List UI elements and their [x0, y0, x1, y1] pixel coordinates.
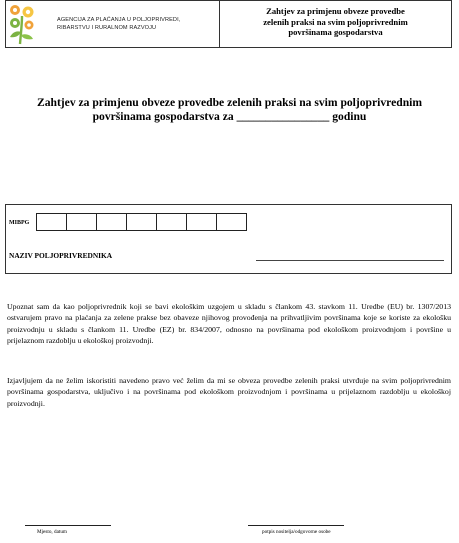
- header-title-line-2: zelenih praksi na svim poljoprivrednim: [263, 16, 408, 27]
- mibpg-cell-4[interactable]: [126, 213, 157, 231]
- naziv-label: NAZIV POLJOPRIVREDNIKA: [9, 251, 113, 260]
- main-title-line-2[interactable]: površinama gospodarstva za ________________ godinu: [92, 110, 367, 123]
- place-date-label: Mjesto, datum: [37, 529, 67, 535]
- main-title: [0, 96, 459, 124]
- mibpg-input-cells: [36, 213, 246, 231]
- naziv-input-line[interactable]: [256, 260, 444, 261]
- mibpg-cell-7[interactable]: [216, 213, 247, 231]
- main-title-line-1: Zahtjev za primjenu obveze provedbe zelenih praksi na svim poljoprivrednim: [36, 96, 423, 109]
- paragraph-1: Upoznat sam da kao poljoprivrednik koji se bavi ekološkim uzgojem u skladu s člankom 43. stavkom 11. Uredbe (EU) br. 1307/2013 ostvarujem pravo na plaćanja za zelene prakse bez obaveze njihovog provođenja na prihvatljivim površinama koje se koriste za ekološku proizvodnju u skladu s člankom 11. Uredbe (EZ) br. 834/2007, odnosno na površinama pod ekološkom proizvodnjom i površine u prijelaznom razdoblju u ekološkoj proizvodnji.: [7, 302, 451, 345]
- agency-name-line-2: RIBARSTVU I RURALNOM RAZVOJU: [57, 25, 157, 31]
- mibpg-cell-6[interactable]: [186, 213, 217, 231]
- agency-name-line-1: AGENCIJA ZA PLAĆANJA U POLJOPRIVREDI,: [57, 17, 181, 23]
- header-divider: [219, 0, 220, 47]
- signature-line[interactable]: [248, 525, 344, 526]
- header-title-line-1: Zahtjev za primjenu obveze provedbe: [266, 6, 405, 16]
- mibpg-cell-5[interactable]: [156, 213, 187, 231]
- place-date-line[interactable]: [25, 525, 111, 526]
- header-title-line-3: površinama gospodarstva: [288, 27, 383, 37]
- header-title: [221, 6, 450, 38]
- paragraph-2: Izjavljujem da ne želim iskoristiti navedeno pravo već želim da mi se obveza provedbe zelenih praksi utvrđuje na svim poljoprivrednim površinama gospodarstva, uključivo i na površinama pod ekološkom proizvodnjom i površinama u prijelaznom razdoblju u ekološkoj proizvodnji.: [7, 376, 451, 408]
- mibpg-cell-1[interactable]: [36, 213, 67, 231]
- agency-logo-icon: [2, 2, 52, 46]
- mibpg-cell-2[interactable]: [66, 213, 97, 231]
- signature-label: potpis nositelja/odgovorne osobe: [262, 529, 331, 535]
- agency-name: [57, 16, 217, 32]
- mibpg-cell-3[interactable]: [96, 213, 127, 231]
- mibpg-label: MIBPG: [9, 220, 30, 226]
